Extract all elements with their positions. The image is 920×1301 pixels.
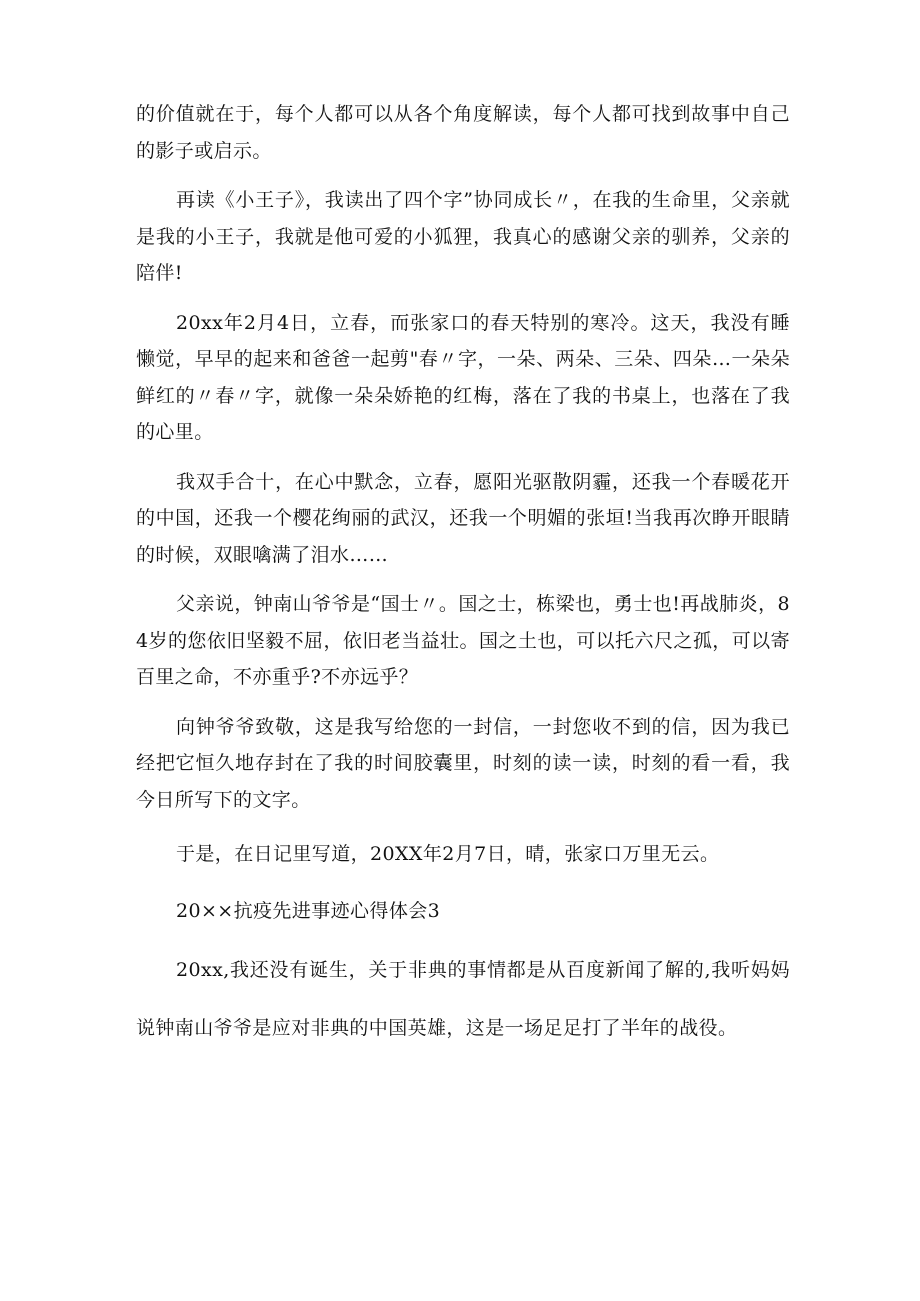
document-body (136, 96, 790, 1057)
paragraph-3: 20xx年2月4日，立春，而张家口的春天特别的寒冷。这天，我没有睡懒觉，早早的起来和爸爸一起剪"春〃字，一朵、两朵、三朵、四朵…一朵朵鲜红的〃春〃字，就像一朵朵娇艳的红梅，落在了我的书桌上，也落在了我的心里。 (136, 311, 790, 443)
paragraph-1: 的价值就在于，每个人都可以从各个角度解读，每个人都可找到故事中自己的影子或启示。 (136, 103, 790, 162)
section-heading: 20××抗疫先进事迹心得体会3 (176, 899, 441, 922)
paragraph-5: 父亲说，钟南山爷爷是“国士〃。国之士，栋梁也，勇士也!再战肺炎，84岁的您依旧坚毅不屈，依旧老当益壮。国之土也，可以托六尺之孤，可以寄百里之命，不亦重乎?不亦远乎？ (136, 593, 790, 688)
paragraph-4: 我双手合十，在心中默念，立春，愿阳光驱散阴霾，还我一个春暖花开的中国，还我一个樱花绚丽的武汉，还我一个明媚的张垣!当我再次睁开眼睛的时候，双眼噙满了泪水…… (136, 470, 790, 566)
paragraph-6: 向钟爷爷致敬，这是我写给您的一封信，一封您收不到的信，因为我已经把它恒久地存封在了我的时间胶囊里，时刻的读一读，时刻的看一看，我今日所写下的文字。 (136, 715, 790, 811)
paragraph-2: 再读《小王子》，我读出了四个字”协同成长〃，在我的生命里，父亲就是我的小王子，我就是他可爱的小狐狸，我真心的感谢父亲的驯养，父亲的陪伴! (136, 189, 790, 284)
paragraph-8: 20xx,我还没有诞生，关于非典的事情都是从百度新闻了解的,我听妈妈说钟南山爷爷是应对非典的中国英雄，这是一场足足打了半年的战役。 (136, 959, 790, 1039)
paragraph-7: 于是，在日记里写道，20XX年2月7日，晴，张家口万里无云。 (176, 843, 720, 865)
